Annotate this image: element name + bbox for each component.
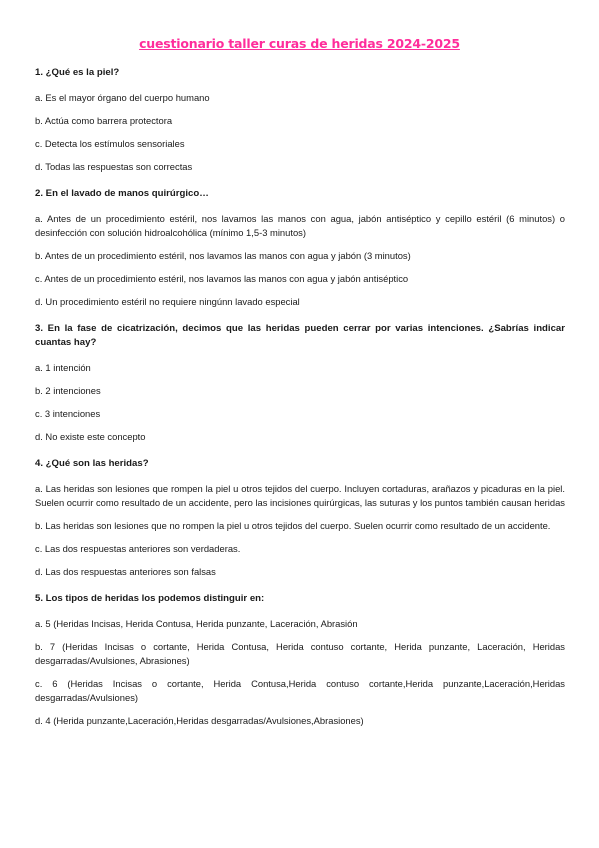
option-c: c. Antes de un procedimiento estéril, nos lavamos las manos con agua y jabón antiséptico [35, 273, 409, 284]
option-b: b. Antes de un procedimiento estéril, nos lavamos las manos con agua y jabón (3 minutos) [35, 250, 411, 261]
question-text: 5. Los tipos de heridas los podemos distinguir en: [35, 593, 265, 604]
option-b: b. 2 intenciones [35, 385, 101, 396]
option-a: a. Antes de un procedimiento estéril, nos lavamos las manos con agua, jabón antiséptico y cepillo estéril (6 minutos) o desinfección con solución hidroalcohólica (mínimo 1,5-3 minutos) [35, 213, 565, 238]
option-d: d. Las dos respuestas anteriores son falsas [35, 566, 216, 577]
question-text: 2. En el lavado de manos quirúrgico… [35, 188, 209, 199]
option-a: a. 1 intención [35, 362, 91, 373]
question-2 [35, 187, 565, 309]
question-text: 3. En la fase de cicatrización, decimos que las heridas pueden cerrar por varias intenciones. ¿Sabrías indicar cuantas hay? [35, 323, 565, 348]
option-b: b. Actúa como barrera protectora [35, 115, 173, 126]
option-d: d. 4 (Herida punzante,Laceración,Heridas desgarradas/Avulsiones,Abrasiones) [35, 715, 364, 726]
question-text: 4. ¿Qué son las heridas? [35, 458, 149, 469]
question-text: 1. ¿Qué es la piel? [35, 67, 120, 78]
questionnaire [35, 66, 565, 737]
option-d: d. Todas las respuestas son correctas [35, 161, 193, 172]
option-a: a. Es el mayor órgano del cuerpo humano [35, 92, 210, 103]
option-c: c. Las dos respuestas anteriores son verdaderas. [35, 543, 241, 554]
option-b: b. 7 (Heridas Incisas o cortante, Herida Contusa, Herida contuso cortante, Herida punzante, Laceración, Heridas desgarradas/Avulsiones, Abrasiones) [35, 641, 565, 666]
option-a: a. Las heridas son lesiones que rompen la piel u otros tejidos del cuerpo. Incluyen cortaduras, arañazos y picaduras en la piel. Suelen ocurrir como resultado de un accidente, pero las incisiones quirúrgicas, las suturas y los puntos también causan heridas [35, 483, 565, 508]
option-d: d. No existe este concepto [35, 431, 146, 442]
option-a: a. 5 (Heridas Incisas, Herida Contusa, Herida punzante, Laceración, Abrasión [35, 618, 358, 629]
question-1 [35, 66, 565, 174]
option-c: c. 6 (Heridas Incisas o cortante, Herida Contusa,Herida contuso cortante,Herida punzante,Laceración,Heridas desgarradas/Avulsiones) [35, 678, 565, 703]
option-c: c. Detecta los estímulos sensoriales [35, 138, 185, 149]
option-d: d. Un procedimiento estéril no requiere ningúnn lavado especial [35, 296, 300, 307]
option-b: b. Las heridas son lesiones que no rompen la piel u otros tejidos del cuerpo. Suelen ocurrir como resultado de un accidente. [35, 520, 551, 531]
question-4 [35, 457, 565, 579]
document-title: cuestionario taller curas de heridas 2024-2025 [139, 36, 460, 51]
option-c: c. 3 intenciones [35, 408, 101, 419]
question-5 [35, 592, 565, 728]
question-3 [35, 322, 565, 444]
